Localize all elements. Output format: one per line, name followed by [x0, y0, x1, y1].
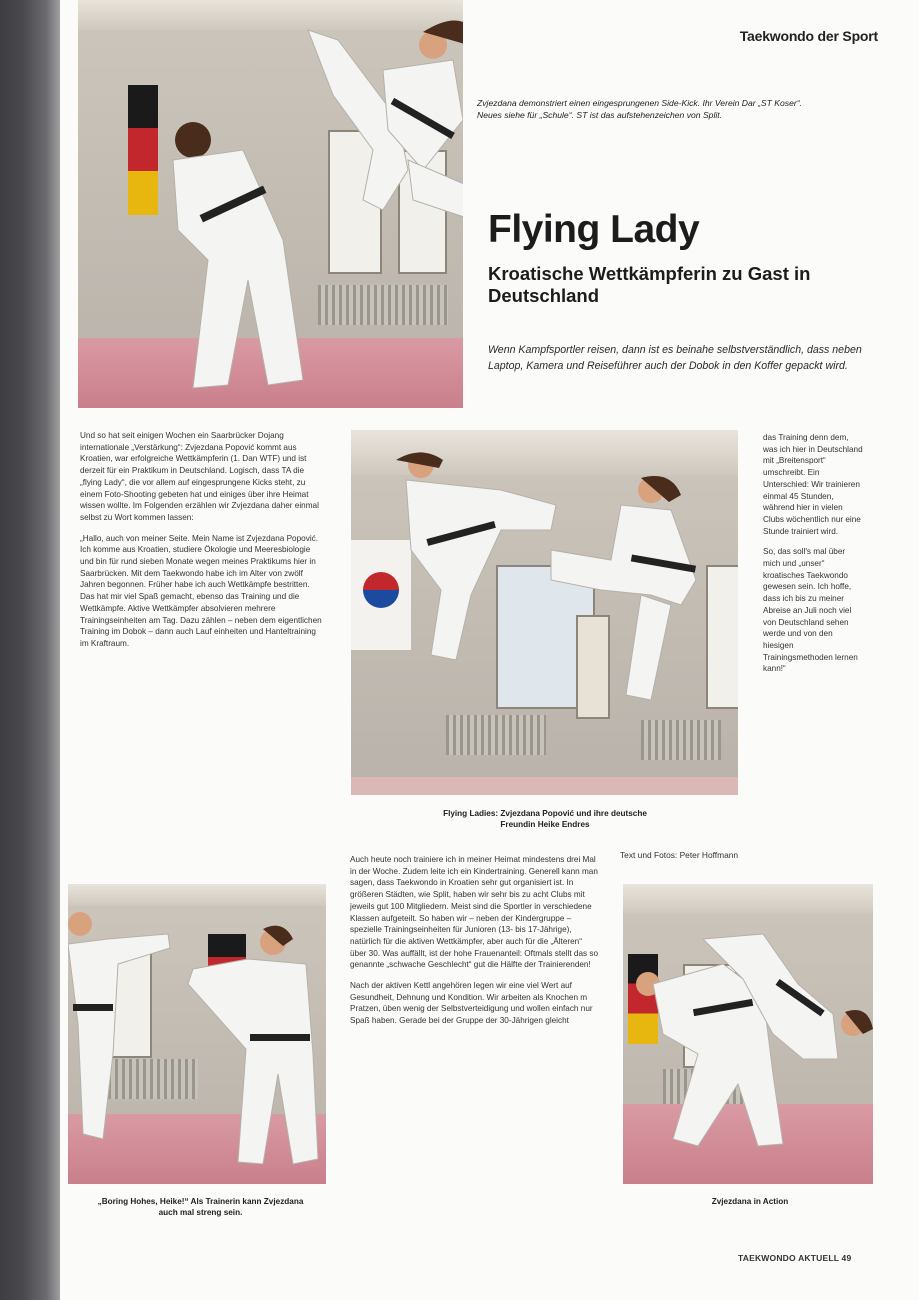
bottom-left-caption: „Boring Hohes, Heike!“ Als Trainerin kann Zvjezdana auch mal streng sein. [97, 1197, 304, 1217]
paragraph: „Hallo, auch von meiner Seite. Mein Name ist Zvjezdana Popović. Ich komme aus Kroatien, studiere Ökologie und Meeresbiologie und bin für rund sieben Monate wegen meines Praktikums hier in Saarbrücken. Mit dem Taekwondo habe ich im Alter von zwölf Jahren begonnen. Früher habe ich auch Wettkämpfe bestritten. Das hat mir viel Spaß gemacht, ebenso das Training und die Wettkämpfe. Aktive Wettkämpfer absolvieren mehrere Trainingseinheiten am Tag. Dazu zählen – neben dem eigentlichen Training im Dobok – dann auch Lauf einheiten und Hanteltraining im Kraftraum. [80, 533, 322, 648]
article-lead: Wenn Kampfsportler reisen, dann ist es beinahe selbstverständlich, dass neben Laptop, Kamera und Reiseführer auch der Dobok in den Koffer gepackt wird. [488, 344, 862, 372]
photo-flying-ladies [351, 430, 738, 795]
text-column-center [350, 854, 600, 1036]
top-photo-caption: Zvjezdana demonstriert einen eingesprungenen Side-Kick. Ihr Verein Dar „ST Koser“. Neues siehe für „Schule“. ST ist das aufstehenzeichen von Split. [477, 98, 802, 120]
photo-in-action [623, 884, 873, 1184]
page-footer: TAEKWONDO AKTUELL 49 [738, 1253, 852, 1263]
photo-training-strict [68, 884, 326, 1184]
article-title: Flying Lady [488, 208, 700, 251]
text-column-left [80, 430, 325, 659]
section-rubric: Taekwondo der Sport [739, 28, 878, 44]
paragraph: Nach der aktiven Kettl angehören legen wir eine viel Wert auf Gesundheit, Dehnung und Kondition. Wir arbeiten als Knochen m Pratzen, üben wenig der Selbstverteidigung und wollen einfach nur Spaß haben. Gerade bei der Gruppe der 30-Jährigen gleicht [350, 981, 593, 1026]
center-photo-caption: Flying Ladies: Zvjezdana Popović und ihre deutsche Freundin Heike Endres [443, 809, 647, 829]
text-column-right-narrow [763, 432, 863, 684]
paragraph: So, das soll's mal über mich und „unser“ kroatisches Taekwondo gewesen sein. Ich hoffe, dass ich bis zu meiner Abreise an Juli noch viel von Deutschland sehen werde und von den hiesigen Trainingsmethoden lernen kann!“ [763, 547, 858, 674]
article-subtitle: Kroatische Wettkämpferin zu Gast in Deutschland [488, 263, 811, 306]
photo-flying-side-kick [78, 0, 463, 408]
paragraph: das Training denn dem, was ich hier in Deutschland mit „Breitensport“ umschreibt. Ein Unterschied: Wir trainieren einmal 45 Stunden, während hier in vielen Clubs wöchentlich nur eine Stunde trainiert wird. [763, 433, 863, 536]
bottom-right-caption: Zvjezdana in Action [711, 1197, 789, 1206]
paragraph: Und so hat seit einigen Wochen ein Saarbrücker Dojang internationale „Verstärkung“: Zvjezdana Popović kommt aus Kroatien, war erfolgreiche Wettkämpferin (1. Dan WTF) und ist derzeit für ein Praktikum in Deutschland. Logisch, dass TA die „flying Lady“, die vor allem auf eingesprungene Kicks steht, zu einem Foto-Shooting gebeten hat und einiges über ihre Heimat wissen wollte. Im Folgenden erzählen wir Zvjezdana daher einmal selbst zu Wort kommen lassen: [80, 431, 319, 522]
photo-credit: Text und Fotos: Peter Hoffmann [620, 850, 739, 860]
paragraph: Auch heute noch trainiere ich in meiner Heimat mindestens drei Mal in der Woche. Zudem leite ich ein Kindertraining. Generell kann man sagen, dass Taekwondo in Kroatien sehr gut organisiert ist. In größeren Städten, wie Split, haben wir sehr bis zu acht Clubs mit jeweils gut 100 Mitgliedern. Meist sind die Sportler in verschiedene Klassen aufgeteilt. So haben wir – neben der Kindergruppe – spezielle Trainingseinheiten für Junioren (13- bis 17-Jährige), natürlich für die aktiven Wettkämpfer, aber auch für die „Älteren“ über 30. Was auffällt, ist der hohe Frauenanteil: Oftmals stellt das so genannte „schwache Geschlecht“ gut die Hälfte der Trainierenden! [350, 855, 599, 970]
